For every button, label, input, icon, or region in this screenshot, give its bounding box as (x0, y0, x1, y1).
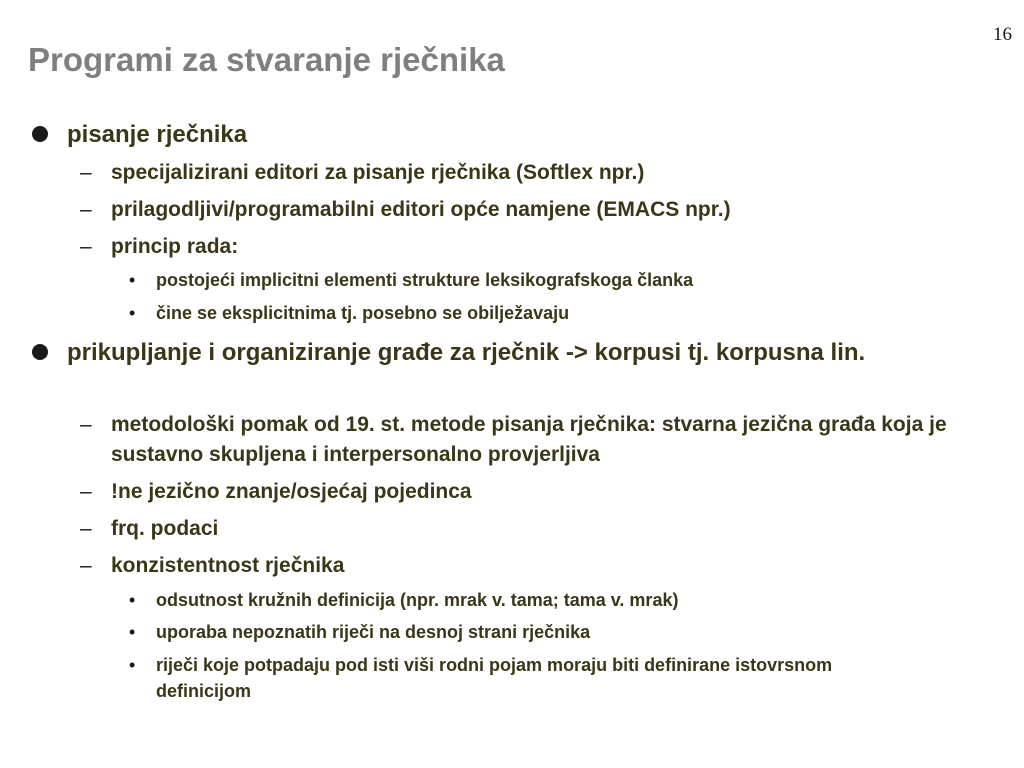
dash-icon: – (80, 517, 92, 540)
bullet-dot-icon (32, 336, 48, 360)
bullet-level2-item (80, 158, 990, 188)
bullet-text: metodološki pomak od 19. st. metode pisanja rječnika: stvarna jezična građa koja je sustavno skupljena i interpersonalno provjerljiva (111, 413, 947, 466)
bullet-level3-item (129, 300, 989, 326)
bullet-dot-icon (32, 118, 48, 142)
bullet-level3-item (129, 619, 989, 645)
small-bullet-icon: • (129, 655, 136, 675)
small-bullet-icon: • (129, 590, 136, 610)
bullet-text: čine se eksplicitnima tj. posebno se obilježavaju (156, 303, 570, 323)
bullet-text: konzistentnost rječnika (111, 554, 345, 577)
bullet-level2-item (80, 477, 980, 507)
dash-icon: – (80, 554, 92, 577)
slide-title: Programi za stvaranje rječnika (28, 41, 505, 78)
small-bullet-icon: • (129, 303, 136, 323)
small-bullet-icon: • (129, 622, 136, 642)
bullet-text: frq. podaci (111, 517, 219, 540)
dash-icon: – (80, 198, 92, 221)
bullet-level2-item (80, 514, 980, 544)
bullet-text: specijalizirani editori za pisanje rječnika (Softlex npr.) (111, 161, 645, 184)
bullet-level1-item (32, 336, 972, 369)
bullet-level2-item (80, 410, 980, 470)
bullet-text: prikupljanje i organiziranje građe za rječnik -> korpusi tj. korpusna lin. (67, 339, 866, 366)
dash-icon: – (80, 480, 92, 503)
bullet-text: riječi koje potpadaju pod isti viši rodni pojam moraju biti definirane istovrsnom definicijom (156, 655, 833, 701)
bullet-level3-item (129, 587, 989, 613)
bullet-level3-item (129, 652, 919, 704)
bullet-text: odsutnost kružnih definicija (npr. mrak v. tama; tama v. mrak) (156, 590, 679, 610)
bullet-level2-item (80, 232, 990, 262)
dash-icon: – (80, 413, 92, 436)
bullet-level1-item (32, 118, 992, 151)
small-bullet-icon: • (129, 270, 136, 290)
page-number: 16 (993, 24, 1012, 45)
bullet-text: princip rada: (111, 235, 239, 258)
bullet-text: !ne jezično znanje/osjećaj pojedinca (111, 480, 472, 503)
bullet-text: prilagodljivi/programabilni editori opće namjene (EMACS npr.) (111, 198, 731, 221)
bullet-level2-item (80, 195, 990, 225)
bullet-level3-item (129, 267, 989, 293)
bullet-text: uporaba nepoznatih riječi na desnoj strani rječnika (156, 622, 591, 642)
dash-icon: – (80, 235, 92, 258)
bullet-level2-item (80, 551, 980, 581)
bullet-text: postojeći implicitni elementi strukture leksikografskoga članka (156, 270, 694, 290)
dash-icon: – (80, 161, 92, 184)
bullet-text: pisanje rječnika (67, 121, 248, 148)
